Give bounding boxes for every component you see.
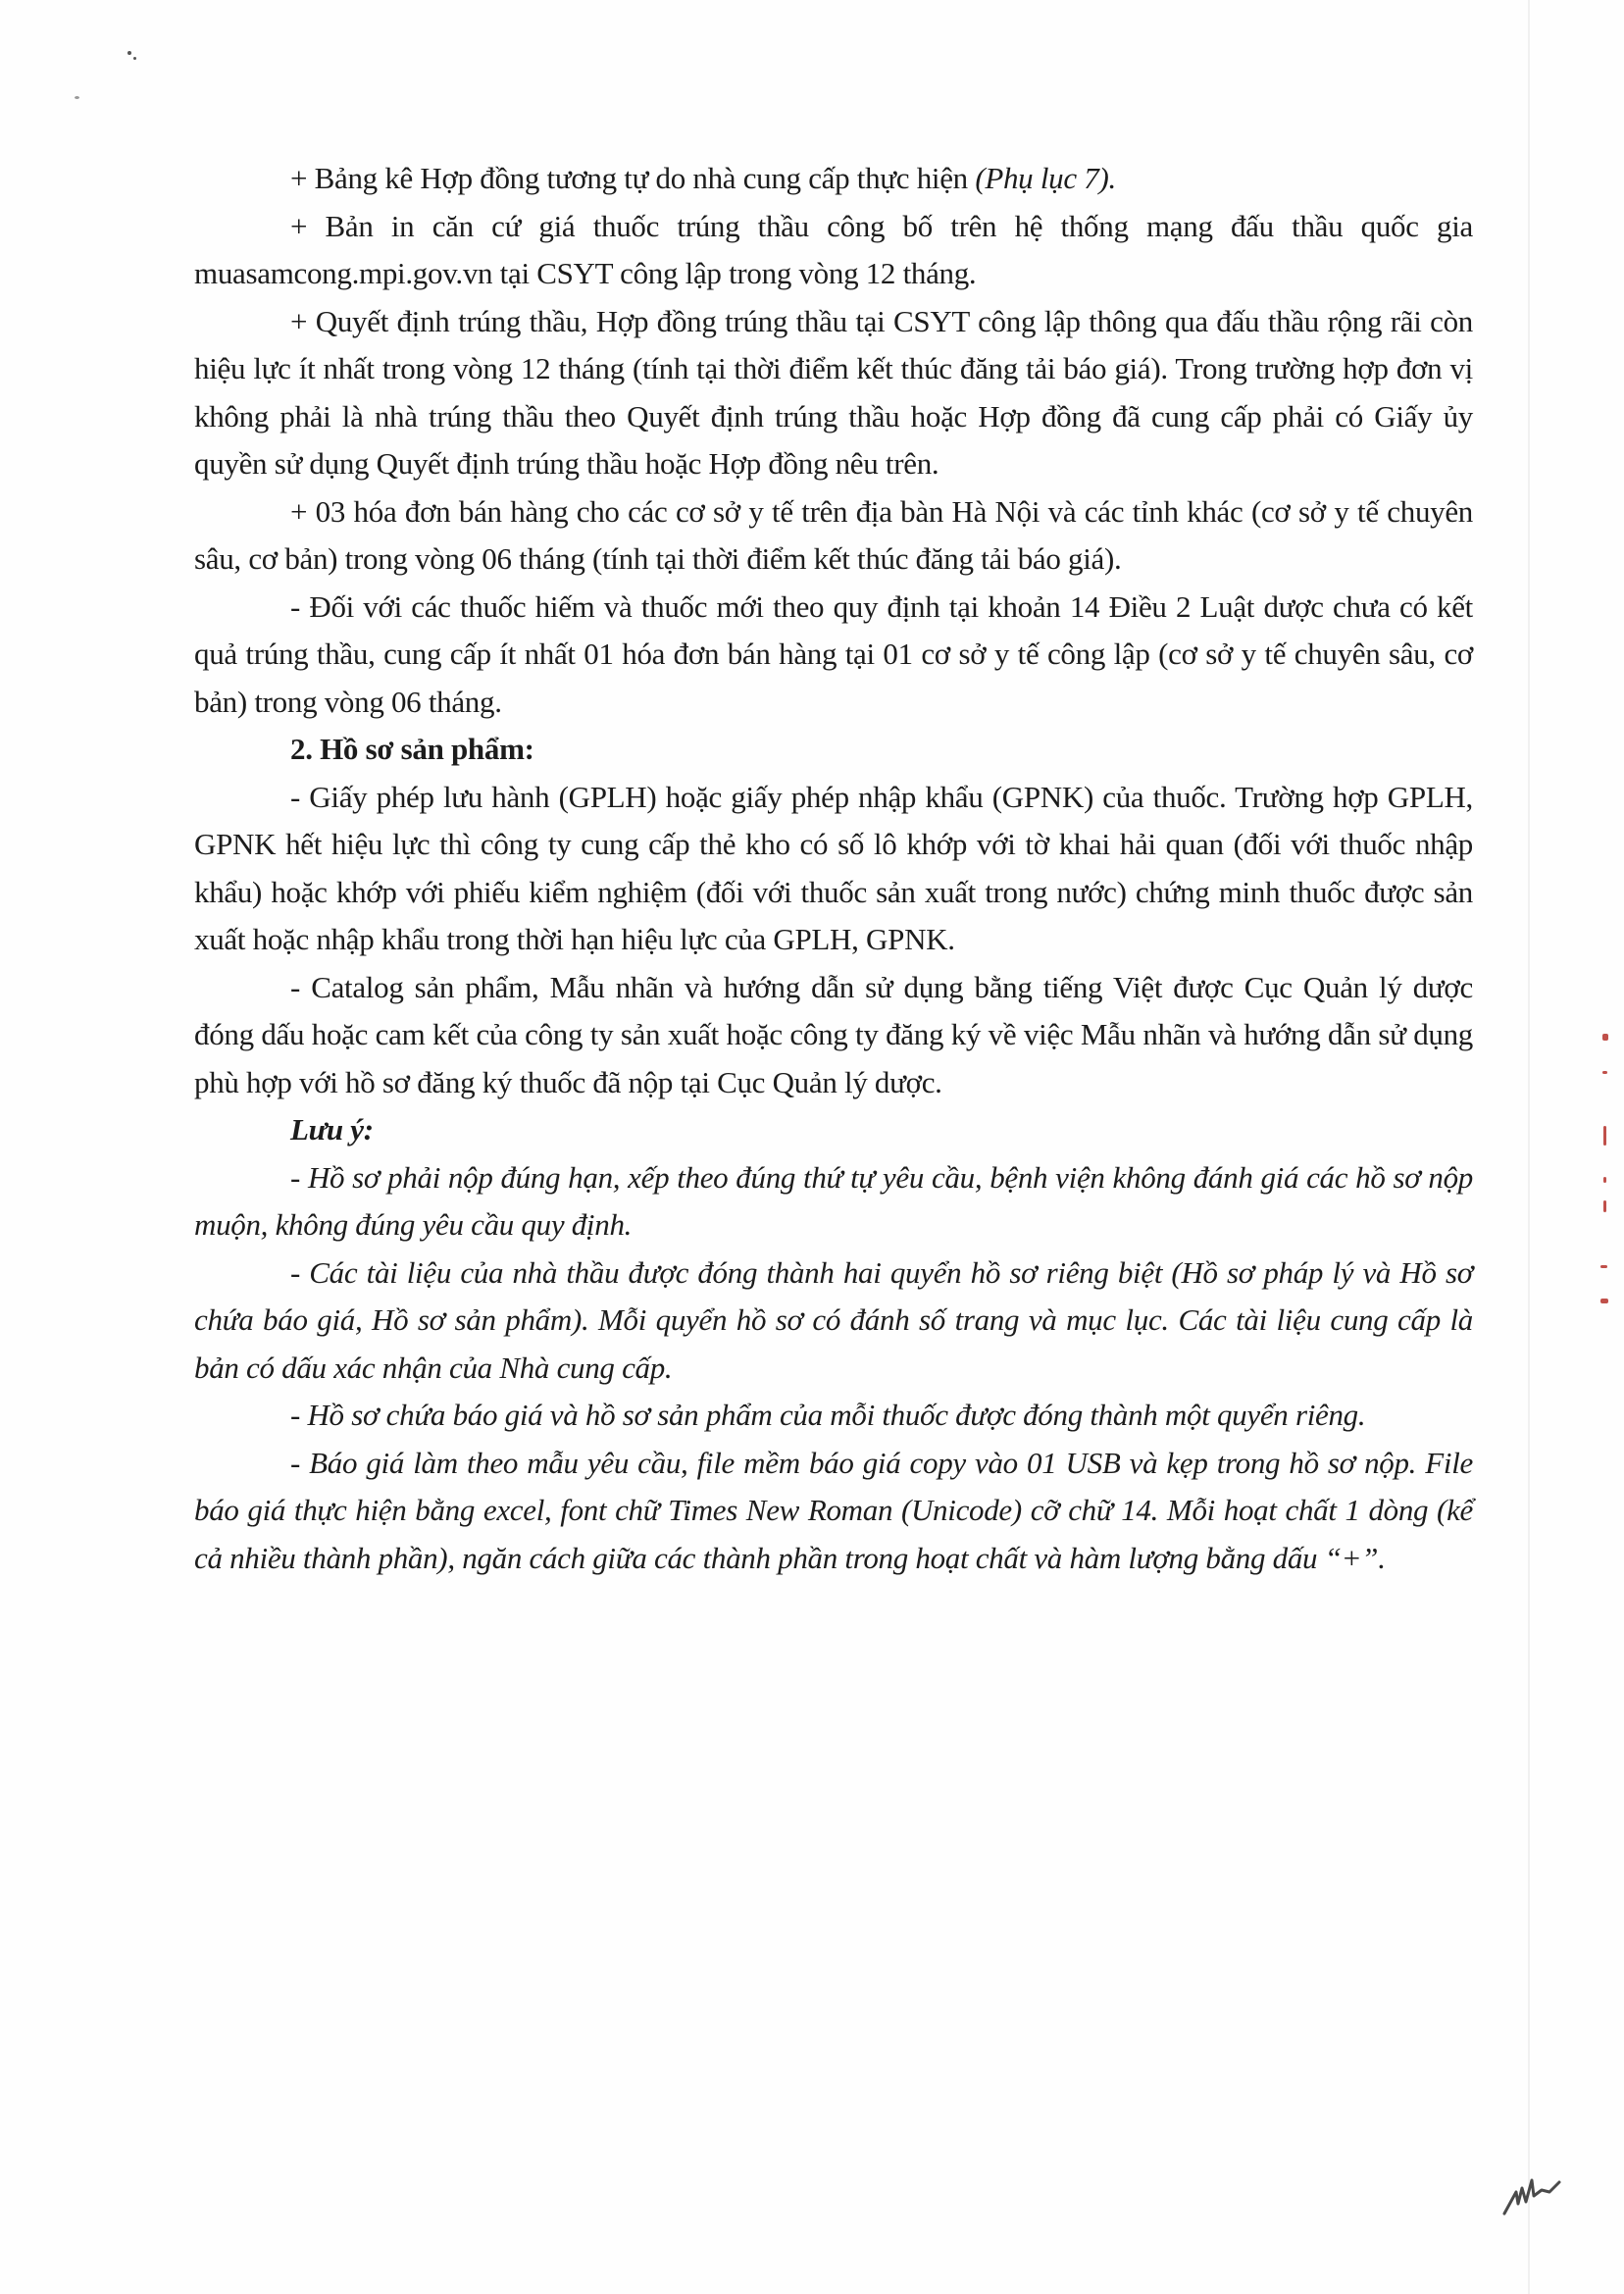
note-item-quote-format: - Báo giá làm theo mẫu yêu cầu, file mềm báo giá copy vào 01 USB và kẹp trong hồ sơ nộp. File báo giá thực hiện bằng excel, font chữ Times New Roman (Unicode) cỡ chữ 14. Mỗi hoạt chất 1 dòng (kể cả nhiều thành phần), ngăn cách giữa các thành phần trong hoạt chất và hàm lượng bằng dấu “+”. <box>194 1445 1473 1575</box>
stamp-mark <box>1600 1265 1607 1268</box>
document-body <box>194 155 1473 1582</box>
stamp-edge-marks <box>1599 1020 1618 1314</box>
scan-fold-line <box>1528 0 1530 2294</box>
note-heading: Lưu ý: <box>290 1112 374 1147</box>
paragraph-contract-list <box>194 155 1473 203</box>
scan-speck <box>127 51 131 55</box>
scan-speck <box>75 96 79 99</box>
paragraph-award-decision: + Quyết định trúng thầu, Hợp đồng trúng thầu tại CSYT công lập thông qua đấu thầu rộng rãi còn hiệu lực ít nhất trong vòng 12 tháng (tính tại thời điểm kết thúc đăng tải báo giá). Trong trường hợp đơn vị không phải là nhà trúng thầu theo Quyết định trúng thầu hoặc Hợp đồng đã cung cấp phải có Giấy ủy quyền sử dụng Quyết định trúng thầu hoặc Hợp đồng nêu trên. <box>194 303 1473 481</box>
note-item-deadline: - Hồ sơ phải nộp đúng hạn, xếp theo đúng thứ tự yêu cầu, bệnh viện không đánh giá các hồ sơ nộp muộn, không đúng yêu cầu quy định. <box>194 1159 1473 1242</box>
stamp-mark <box>1602 1034 1608 1041</box>
paragraph-invoices: + 03 hóa đơn bán hàng cho các cơ sở y tế trên địa bàn Hà Nội và các tỉnh khác (cơ sở y tế chuyên sâu, cơ bản) trong vòng 06 tháng (tính tại thời điểm kết thúc đăng tải báo giá). <box>194 493 1473 576</box>
stamp-mark <box>1600 1299 1608 1303</box>
paragraph-rare-drugs: - Đối với các thuốc hiếm và thuốc mới theo quy định tại khoản 14 Điều 2 Luật dược chưa có kết quả trúng thầu, cung cấp ít nhất 01 hóa đơn bán hàng tại 01 cơ sở y tế công lập (cơ sở y tế chuyên sâu, cơ bản) trong vòng 06 tháng. <box>194 588 1473 719</box>
paragraph-license: - Giấy phép lưu hành (GPLH) hoặc giấy phép nhập khẩu (GPNK) của thuốc. Trường hợp GPLH, GPNK hết hiệu lực thì công ty cung cấp thẻ kho có số lô khớp với tờ khai hải quan (đối với thuốc nhập khẩu) hoặc khớp với phiếu kiểm nghiệm (đối với thuốc sản xuất trong nước) chứng minh thuốc được sản xuất hoặc nhập khẩu trong thời hạn hiệu lực của GPLH, GPNK. <box>194 779 1473 956</box>
paragraph-price-printout: + Bản in căn cứ giá thuốc trúng thầu công bố trên hệ thống mạng đấu thầu quốc gia muasamcong.mpi.gov.vn tại CSYT công lập trong vòng 12 tháng. <box>194 208 1473 290</box>
appendix-reference: (Phụ lục 7). <box>975 161 1116 195</box>
note-item-binding: - Các tài liệu của nhà thầu được đóng thành hai quyển hồ sơ riêng biệt (Hồ sơ pháp lý và Hồ sơ chứa báo giá, Hồ sơ sản phẩm). Mỗi quyển hồ sơ có đánh số trang và mục lục. Các tài liệu cung cấp là bản có dấu xác nhận của Nhà cung cấp. <box>194 1254 1473 1385</box>
scan-speck <box>133 57 136 60</box>
stamp-mark <box>1602 1071 1607 1074</box>
note-item-quote-volume: - Hồ sơ chứa báo giá và hồ sơ sản phẩm của mỗi thuốc được đóng thành một quyển riêng. <box>290 1398 1366 1432</box>
signature-icon <box>1498 2153 1577 2221</box>
stamp-mark <box>1603 1200 1606 1212</box>
paragraph-catalog: - Catalog sản phẩm, Mẫu nhãn và hướng dẫn sử dụng bằng tiếng Việt được Cục Quản lý dược đóng dấu hoặc cam kết của công ty sản xuất hoặc công ty đăng ký về việc Mẫu nhãn và hướng dẫn sử dụng phù hợp với hồ sơ đăng ký thuốc đã nộp tại Cục Quản lý dược. <box>194 969 1473 1099</box>
stamp-mark <box>1603 1177 1606 1183</box>
section-heading-product-dossier: 2. Hồ sơ sản phẩm: <box>290 732 534 766</box>
paragraph-text: + Bảng kê Hợp đồng tương tự do nhà cung cấp thực hiện <box>290 161 976 195</box>
stamp-mark <box>1603 1126 1606 1146</box>
